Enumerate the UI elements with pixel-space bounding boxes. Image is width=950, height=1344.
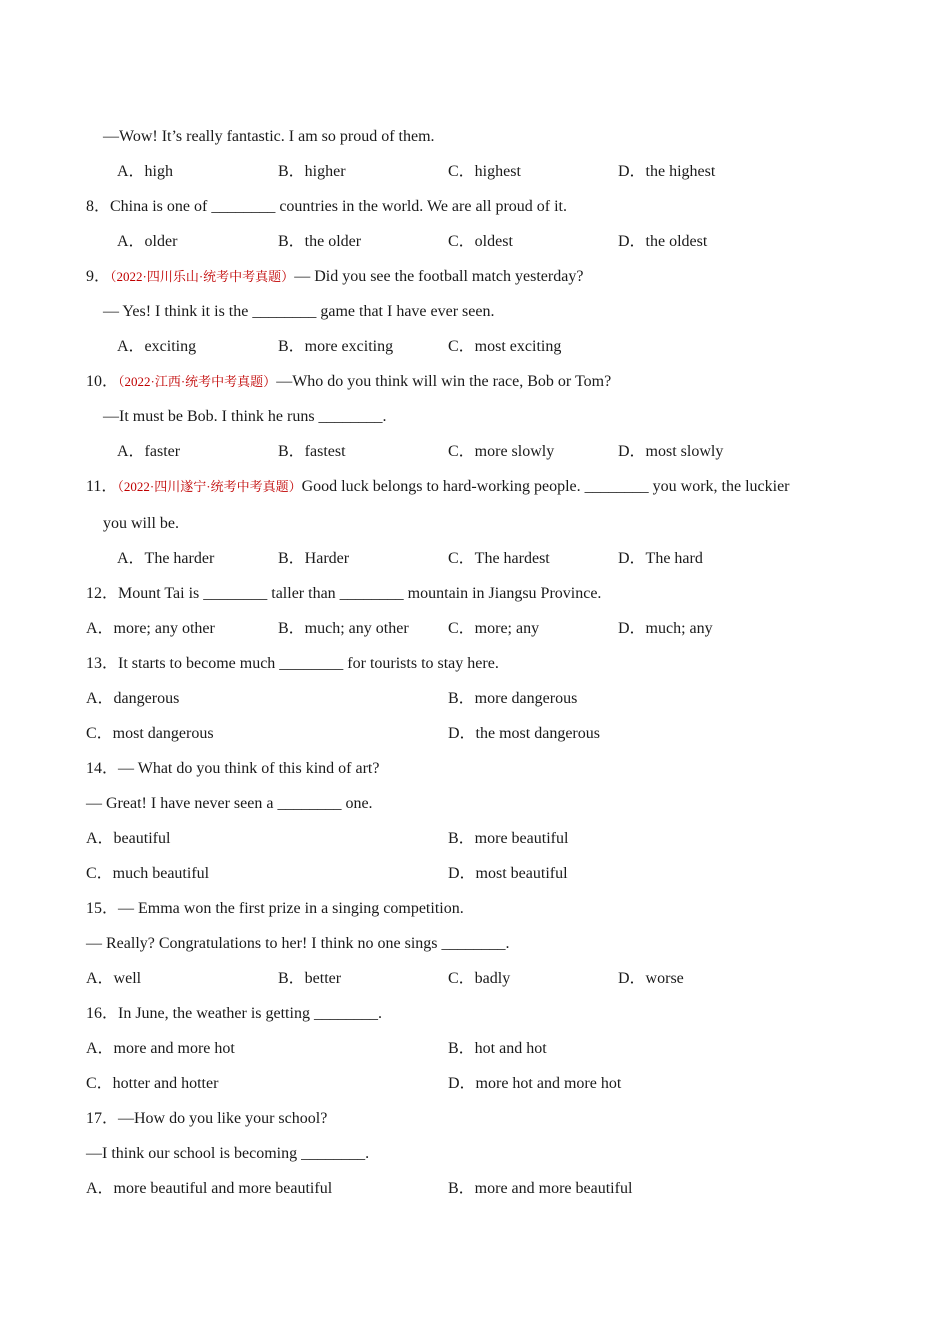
q12-option-a[interactable]: A．more; any other	[86, 620, 215, 637]
q9-option-b[interactable]: B．more exciting	[278, 338, 394, 355]
question-15-response: — Really? Congratulations to her! I think no one sings ________.	[86, 935, 510, 952]
question-source: （2022·四川遂宁·统考中考真题）	[117, 479, 302, 494]
question-13: 13．It starts to become much ________ for tourists to stay here.	[86, 655, 499, 672]
q13-option-d[interactable]: D．the most dangerous	[448, 725, 600, 742]
question-15: 15．— Emma won the first prize in a singing competition.	[86, 900, 464, 917]
q15-option-a[interactable]: A．well	[86, 970, 142, 987]
question-17-response: —I think our school is becoming ________.	[86, 1145, 370, 1162]
q13-option-b[interactable]: B．more dangerous	[448, 690, 578, 707]
q16-option-b[interactable]: B．hot and hot	[448, 1040, 547, 1057]
q10-option-c[interactable]: C．more slowly	[448, 443, 555, 460]
q7-option-b[interactable]: B．higher	[278, 163, 346, 180]
question-text: — Did you see the football match yesterday?	[294, 268, 584, 285]
question-number: 9．	[86, 268, 111, 285]
q8-option-d[interactable]: D．the oldest	[618, 233, 708, 250]
q11-option-d[interactable]: D．The hard	[618, 550, 703, 567]
q10-option-d[interactable]: D．most slowly	[618, 443, 724, 460]
question-source: （2022·四川乐山·统考中考真题）	[110, 269, 295, 284]
q11-option-a[interactable]: A．The harder	[117, 550, 215, 567]
question-17: 17．—How do you like your school?	[86, 1110, 328, 1127]
q14-option-d[interactable]: D．most beautiful	[448, 865, 568, 882]
question-9	[86, 267, 583, 287]
question-source: （2022·江西·统考中考真题）	[118, 374, 277, 389]
question-11-continuation: you will be.	[103, 515, 179, 532]
question-text: Good luck belongs to hard-working people. ________ you work, the luckier	[301, 478, 790, 495]
q11-option-c[interactable]: C．The hardest	[448, 550, 550, 567]
q16-option-a[interactable]: A．more and more hot	[86, 1040, 235, 1057]
question-12: 12．Mount Tai is ________ taller than ________ mountain in Jiangsu Province.	[86, 585, 602, 602]
q12-option-c[interactable]: C．more; any	[448, 620, 540, 637]
q16-option-c[interactable]: C．hotter and hotter	[86, 1075, 219, 1092]
q16-option-d[interactable]: D．more hot and more hot	[448, 1075, 622, 1092]
question-text: —Who do you think will win the race, Bob or Tom?	[276, 373, 612, 390]
q11-option-b[interactable]: B．Harder	[278, 550, 350, 567]
question-number: 10．	[86, 373, 119, 390]
q14-option-a[interactable]: A．beautiful	[86, 830, 171, 847]
q9-option-a[interactable]: A．exciting	[117, 338, 197, 355]
question-10-response: —It must be Bob. I think he runs ________.	[103, 408, 387, 425]
q7-option-c[interactable]: C．highest	[448, 163, 521, 180]
q14-option-b[interactable]: B．more beautiful	[448, 830, 569, 847]
q12-option-b[interactable]: B．much; any other	[278, 620, 409, 637]
q8-option-a[interactable]: A．older	[117, 233, 178, 250]
question-14-response: — Great! I have never seen a ________ one.	[86, 795, 373, 812]
q17-option-a[interactable]: A．more beautiful and more beautiful	[86, 1180, 333, 1197]
q12-option-d[interactable]: D．much; any	[618, 620, 713, 637]
question-8: 8．China is one of ________ countries in the world. We are all proud of it.	[86, 198, 567, 215]
question-14: 14．— What do you think of this kind of art?	[86, 760, 380, 777]
q7-option-a[interactable]: A．high	[117, 163, 174, 180]
q9-option-c[interactable]: C．most exciting	[448, 338, 562, 355]
question-10	[86, 372, 611, 392]
question-9-response: — Yes! I think it is the ________ game that I have ever seen.	[103, 303, 495, 320]
q14-option-c[interactable]: C．much beautiful	[86, 865, 210, 882]
q8-option-b[interactable]: B．the older	[278, 233, 362, 250]
q15-option-c[interactable]: C．badly	[448, 970, 511, 987]
q15-option-d[interactable]: D．worse	[618, 970, 684, 987]
q17-option-b[interactable]: B．more and more beautiful	[448, 1180, 633, 1197]
q13-option-c[interactable]: C．most dangerous	[86, 725, 214, 742]
question-11	[86, 477, 790, 497]
q13-option-a[interactable]: A．dangerous	[86, 690, 180, 707]
question-7-response: —Wow! It’s really fantastic. I am so proud of them.	[103, 128, 435, 145]
q8-option-c[interactable]: C．oldest	[448, 233, 513, 250]
q10-option-a[interactable]: A．faster	[117, 443, 181, 460]
q7-option-d[interactable]: D．the highest	[618, 163, 716, 180]
q10-option-b[interactable]: B．fastest	[278, 443, 346, 460]
q15-option-b[interactable]: B．better	[278, 970, 342, 987]
question-number: 11．	[86, 478, 118, 495]
question-16: 16．In June, the weather is getting ________.	[86, 1005, 382, 1022]
